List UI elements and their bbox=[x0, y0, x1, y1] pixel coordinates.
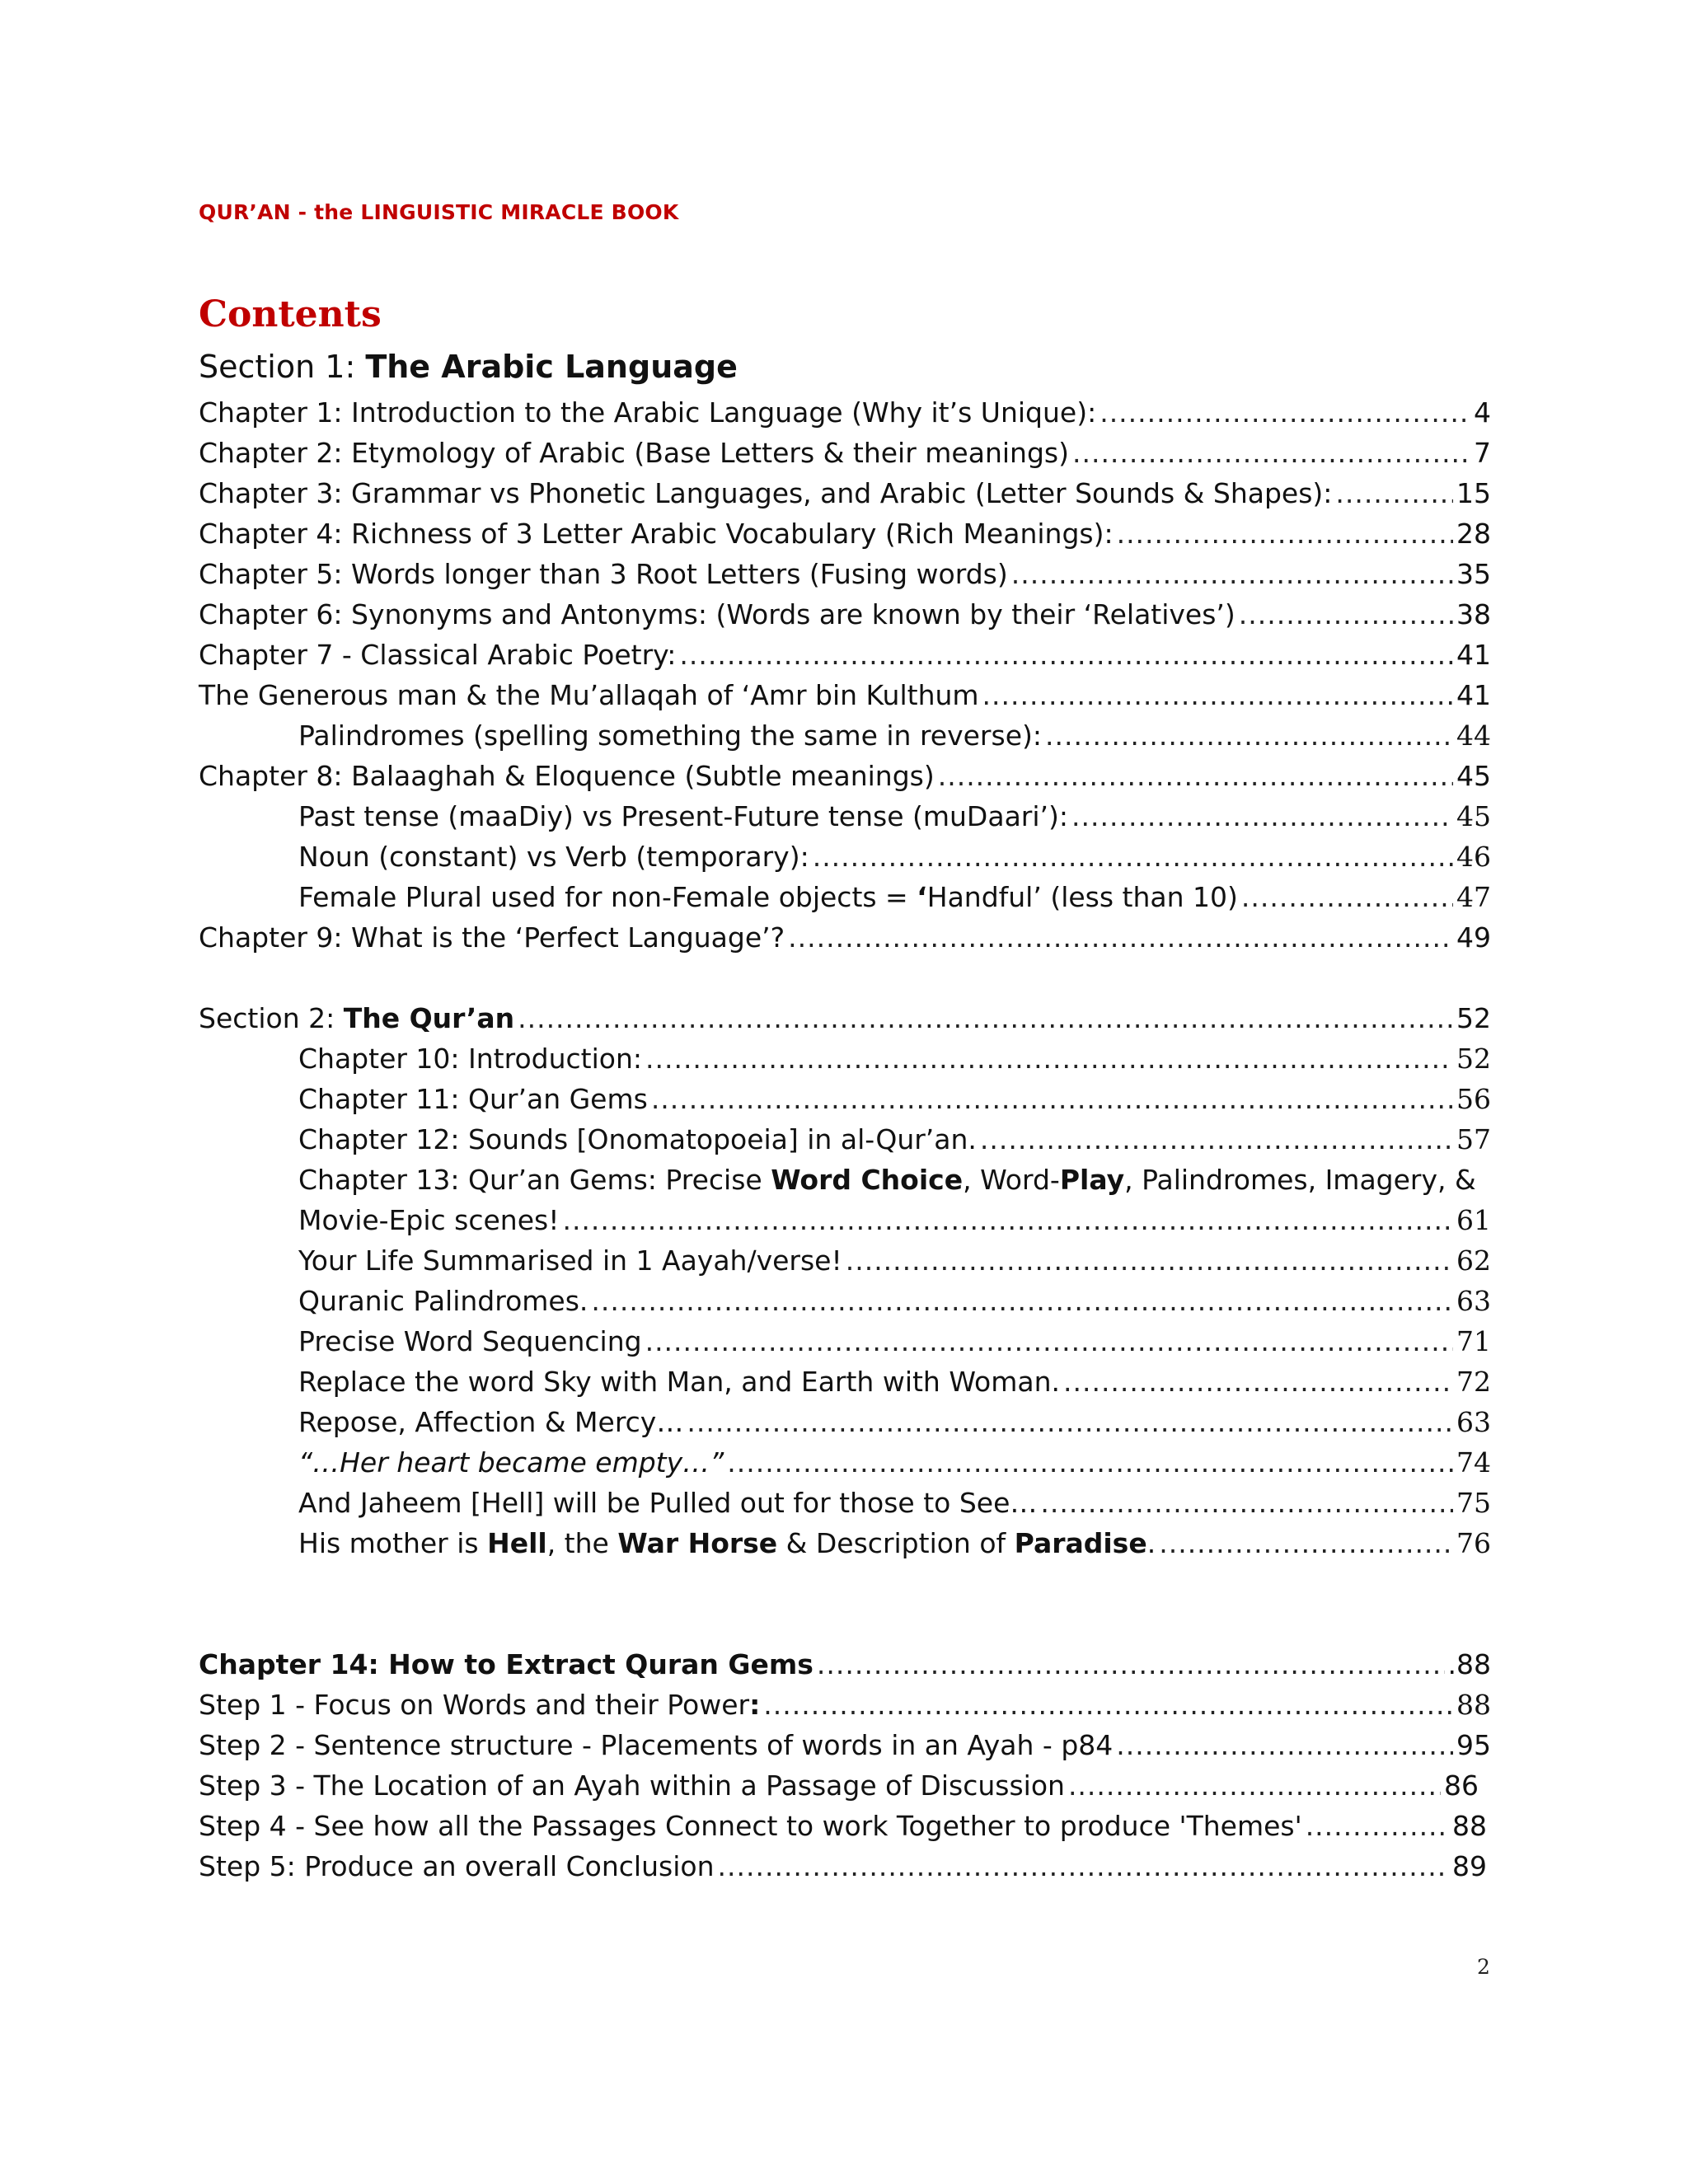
toc-entry-page: 47 bbox=[1456, 881, 1491, 913]
toc-leader-dots bbox=[1241, 877, 1453, 917]
toc-leader-dots bbox=[1063, 1361, 1453, 1402]
toc-leader-dots bbox=[1117, 513, 1453, 554]
toc-entry-page: 46 bbox=[1456, 841, 1491, 873]
toc-entry-label: Chapter 3: Grammar vs Phonetic Languages, and Arabic (Letter Sounds & Shapes): bbox=[199, 477, 1333, 509]
toc-entry-label: Chapter 13: Qur’an Gems: Precise Word Choice, Word-Play, Palindromes, Imagery, & bbox=[298, 1164, 1476, 1196]
toc-entry-label: Chapter 10: Introduction: bbox=[298, 1043, 642, 1075]
toc-entry-page: 45 bbox=[1456, 800, 1491, 832]
toc-entry[interactable] bbox=[199, 1725, 1491, 1765]
book-header: QUR’AN - the LINGUISTIC MIRACLE BOOK bbox=[199, 200, 679, 224]
toc-entry-label: Chapter 5: Words longer than 3 Root Letters (Fusing words) bbox=[199, 558, 1008, 590]
toc-entry[interactable] bbox=[298, 1160, 1491, 1200]
toc-entry[interactable] bbox=[298, 1119, 1491, 1160]
toc-entry-page: 41 bbox=[1456, 639, 1491, 671]
toc-entry-page: 28 bbox=[1456, 518, 1491, 550]
toc-leader-dots bbox=[727, 1442, 1453, 1483]
toc-leader-dots bbox=[1306, 1806, 1449, 1846]
toc-entry-label: Chapter 11: Qur’an Gems bbox=[298, 1083, 648, 1115]
toc-entry[interactable] bbox=[298, 877, 1491, 917]
toc-leader-dots bbox=[1045, 715, 1453, 756]
toc-entry-label: Chapter 4: Richness of 3 Letter Arabic Vocabulary (Rich Meanings): bbox=[199, 518, 1114, 550]
toc-entry[interactable] bbox=[199, 1765, 1479, 1806]
toc-leader-dots bbox=[645, 1321, 1453, 1361]
toc-leader-dots bbox=[687, 1402, 1453, 1442]
toc-entry-label: Chapter 7 - Classical Arabic Poetry: bbox=[199, 639, 677, 671]
toc-leader-dots bbox=[645, 1038, 1453, 1079]
toc-leader-dots bbox=[1011, 554, 1453, 594]
toc-entry[interactable] bbox=[199, 1685, 1491, 1725]
toc-entry-label: Step 5: Produce an overall Conclusion bbox=[199, 1850, 715, 1882]
toc-leader-dots bbox=[817, 1644, 1445, 1685]
toc-entry-label: Repose, Affection & Mercy… bbox=[298, 1406, 684, 1438]
toc-section-2-entry[interactable] bbox=[199, 998, 1491, 1038]
toc-leader-dots bbox=[1100, 392, 1470, 433]
toc-entry-label: Step 4 - See how all the Passages Connect to work Together to produce 'Themes' bbox=[199, 1810, 1302, 1842]
toc-entry-label: Female Plural used for non-Female objects = ‘Handful’ (less than 10) bbox=[298, 881, 1238, 913]
toc-entry-page: 57 bbox=[1456, 1123, 1491, 1155]
toc-leader-dots bbox=[982, 675, 1453, 715]
toc-entry-page: 38 bbox=[1456, 598, 1491, 630]
toc-entry[interactable] bbox=[298, 1038, 1491, 1079]
toc-entry[interactable] bbox=[199, 675, 1491, 715]
toc-entry-label: Chapter 14: How to Extract Quran Gems bbox=[199, 1648, 814, 1680]
toc-entry-page: 61 bbox=[1456, 1204, 1491, 1236]
toc-entry-page: 62 bbox=[1456, 1244, 1491, 1277]
toc-entry[interactable] bbox=[298, 715, 1491, 756]
toc-entry[interactable] bbox=[298, 1240, 1491, 1281]
toc-leader-dots bbox=[938, 756, 1453, 796]
toc-entry-page: 89 bbox=[1452, 1850, 1487, 1882]
toc-entry-label: Quranic Palindromes. bbox=[298, 1285, 588, 1317]
toc-entry[interactable] bbox=[199, 392, 1491, 433]
toc-entry[interactable] bbox=[199, 1644, 1491, 1685]
toc-entry-page: 56 bbox=[1456, 1083, 1491, 1115]
toc-entry-label: Chapter 6: Synonyms and Antonyms: (Words are known by their ‘Relatives’) bbox=[199, 598, 1236, 630]
toc-entry-label: Section 2: The Qur’an bbox=[199, 1002, 515, 1034]
toc-leader-dots bbox=[1068, 1765, 1441, 1806]
page-number: 2 bbox=[1477, 1955, 1490, 1979]
toc-leader-dots bbox=[1116, 1725, 1453, 1765]
toc-entry-page: 63 bbox=[1456, 1406, 1491, 1438]
toc-entry-label: Step 1 - Focus on Words and their Power: bbox=[199, 1689, 761, 1721]
toc-entry-label: Movie-Epic scenes! bbox=[298, 1204, 560, 1236]
toc-entry[interactable] bbox=[298, 1321, 1491, 1361]
toc-entry-page: 7 bbox=[1474, 437, 1491, 469]
toc-entry-label: Chapter 12: Sounds [Onomatopoeia] in al-Qur’an. bbox=[298, 1123, 977, 1155]
toc-leader-dots bbox=[980, 1119, 1453, 1160]
toc-entry-page: 95 bbox=[1456, 1729, 1491, 1761]
toc-entry-label: Chapter 8: Balaaghah & Eloquence (Subtle meanings) bbox=[199, 760, 935, 792]
toc-entry-label: Past tense (maaDiy) vs Present-Future tense (muDaari’): bbox=[298, 800, 1069, 832]
toc-entry[interactable] bbox=[298, 1361, 1491, 1402]
toc-entry[interactable] bbox=[298, 1281, 1491, 1321]
toc-entry[interactable] bbox=[199, 513, 1491, 554]
toc-leader-dots bbox=[763, 1685, 1453, 1725]
toc-entry-label: Noun (constant) vs Verb (temporary): bbox=[298, 841, 809, 873]
toc-entry-label: Precise Word Sequencing bbox=[298, 1325, 642, 1357]
toc-entry-page: 45 bbox=[1456, 760, 1491, 792]
section-1-title: The Arabic Language bbox=[365, 349, 738, 385]
toc-entry-page: 49 bbox=[1456, 921, 1491, 954]
toc-entry-page: 41 bbox=[1456, 679, 1491, 711]
toc-entry[interactable] bbox=[298, 1200, 1491, 1240]
toc-entry[interactable] bbox=[199, 635, 1491, 675]
contents-title: Contents bbox=[199, 293, 382, 335]
toc-leader-dots bbox=[788, 917, 1453, 958]
toc-leader-dots bbox=[718, 1846, 1450, 1886]
toc-entry-page: 88 bbox=[1456, 1689, 1491, 1721]
toc-leader-dots bbox=[1072, 433, 1470, 473]
toc-entry[interactable] bbox=[199, 1846, 1487, 1886]
toc-entry[interactable] bbox=[199, 756, 1491, 796]
toc-entry-label: Step 3 - The Location of an Ayah within a Passage of Discussion bbox=[199, 1769, 1065, 1802]
toc-leader-dots bbox=[1040, 1483, 1453, 1523]
toc-entry[interactable] bbox=[298, 1079, 1491, 1119]
toc-entry[interactable] bbox=[199, 433, 1491, 473]
toc-entry-page: 72 bbox=[1456, 1366, 1491, 1398]
toc-entry[interactable] bbox=[298, 1402, 1491, 1442]
toc-entry-page: 52 bbox=[1456, 1043, 1491, 1075]
section-1-prefix: Section 1: bbox=[199, 349, 366, 385]
toc-entry-label: Chapter 9: What is the ‘Perfect Language’? bbox=[199, 921, 785, 954]
toc-entry-page: 74 bbox=[1456, 1446, 1491, 1479]
toc-entry-label: And Jaheem [Hell] will be Pulled out for those to See… bbox=[298, 1487, 1038, 1519]
toc-entry[interactable] bbox=[298, 1483, 1491, 1523]
toc-entry-label: Chapter 1: Introduction to the Arabic Language (Why it’s Unique): bbox=[199, 396, 1097, 429]
toc-entry[interactable] bbox=[298, 837, 1491, 877]
toc-entry-label: Chapter 2: Etymology of Arabic (Base Letters & their meanings) bbox=[199, 437, 1069, 469]
toc-leader-dots bbox=[813, 837, 1453, 877]
toc-entry[interactable] bbox=[199, 917, 1491, 958]
toc-leader-dots bbox=[651, 1079, 1453, 1119]
toc-entry[interactable] bbox=[298, 796, 1491, 837]
toc-entry-label: The Generous man & the Mu’allaqah of ‘Amr bin Kulthum bbox=[199, 679, 979, 711]
toc-entry-label: “…Her heart became empty…” bbox=[298, 1446, 724, 1479]
toc-entry-label: Your Life Summarised in 1 Aayah/verse! bbox=[298, 1244, 842, 1277]
toc-leader-dots bbox=[846, 1240, 1453, 1281]
toc-entry-page: 44 bbox=[1456, 719, 1491, 752]
toc-leader-dots bbox=[679, 635, 1453, 675]
toc-entry-page: 35 bbox=[1456, 558, 1491, 590]
toc-entry[interactable] bbox=[199, 1806, 1487, 1846]
toc-entry-page: .88 bbox=[1447, 1648, 1491, 1680]
toc-entry[interactable] bbox=[298, 1523, 1491, 1563]
toc-leader-dots bbox=[1335, 473, 1453, 513]
toc-entry-label: His mother is Hell, the War Horse & Description of Paradise. bbox=[298, 1527, 1156, 1559]
toc-entry-page: 86 bbox=[1444, 1769, 1479, 1802]
toc-entry[interactable] bbox=[298, 1442, 1491, 1483]
toc-leader-dots bbox=[1239, 594, 1453, 635]
toc-leader-dots bbox=[591, 1281, 1453, 1321]
toc-entry-page: 76 bbox=[1456, 1527, 1491, 1559]
toc-entry-page: 52 bbox=[1456, 1002, 1491, 1034]
toc-leader-dots bbox=[518, 998, 1453, 1038]
toc-leader-dots bbox=[1071, 796, 1453, 837]
toc-entry[interactable] bbox=[199, 594, 1491, 635]
toc-entry-page: 71 bbox=[1456, 1325, 1491, 1357]
toc-entry-page: 4 bbox=[1474, 396, 1491, 429]
toc-entry[interactable] bbox=[199, 473, 1491, 513]
toc-leader-dots bbox=[1159, 1523, 1453, 1563]
toc-entry-page: 63 bbox=[1456, 1285, 1491, 1317]
toc-entry-label: Step 2 - Sentence structure - Placements of words in an Ayah - p84 bbox=[199, 1729, 1114, 1761]
toc-entry-page: 88 bbox=[1452, 1810, 1487, 1842]
toc-leader-dots bbox=[562, 1200, 1453, 1240]
toc-entry-page: 15 bbox=[1456, 477, 1491, 509]
toc-entry[interactable] bbox=[199, 554, 1491, 594]
toc-entry-label: Palindromes (spelling something the same in reverse): bbox=[298, 719, 1042, 752]
toc-entry-label: Replace the word Sky with Man, and Earth with Woman. bbox=[298, 1366, 1060, 1398]
toc-entry-page: 75 bbox=[1456, 1487, 1491, 1519]
